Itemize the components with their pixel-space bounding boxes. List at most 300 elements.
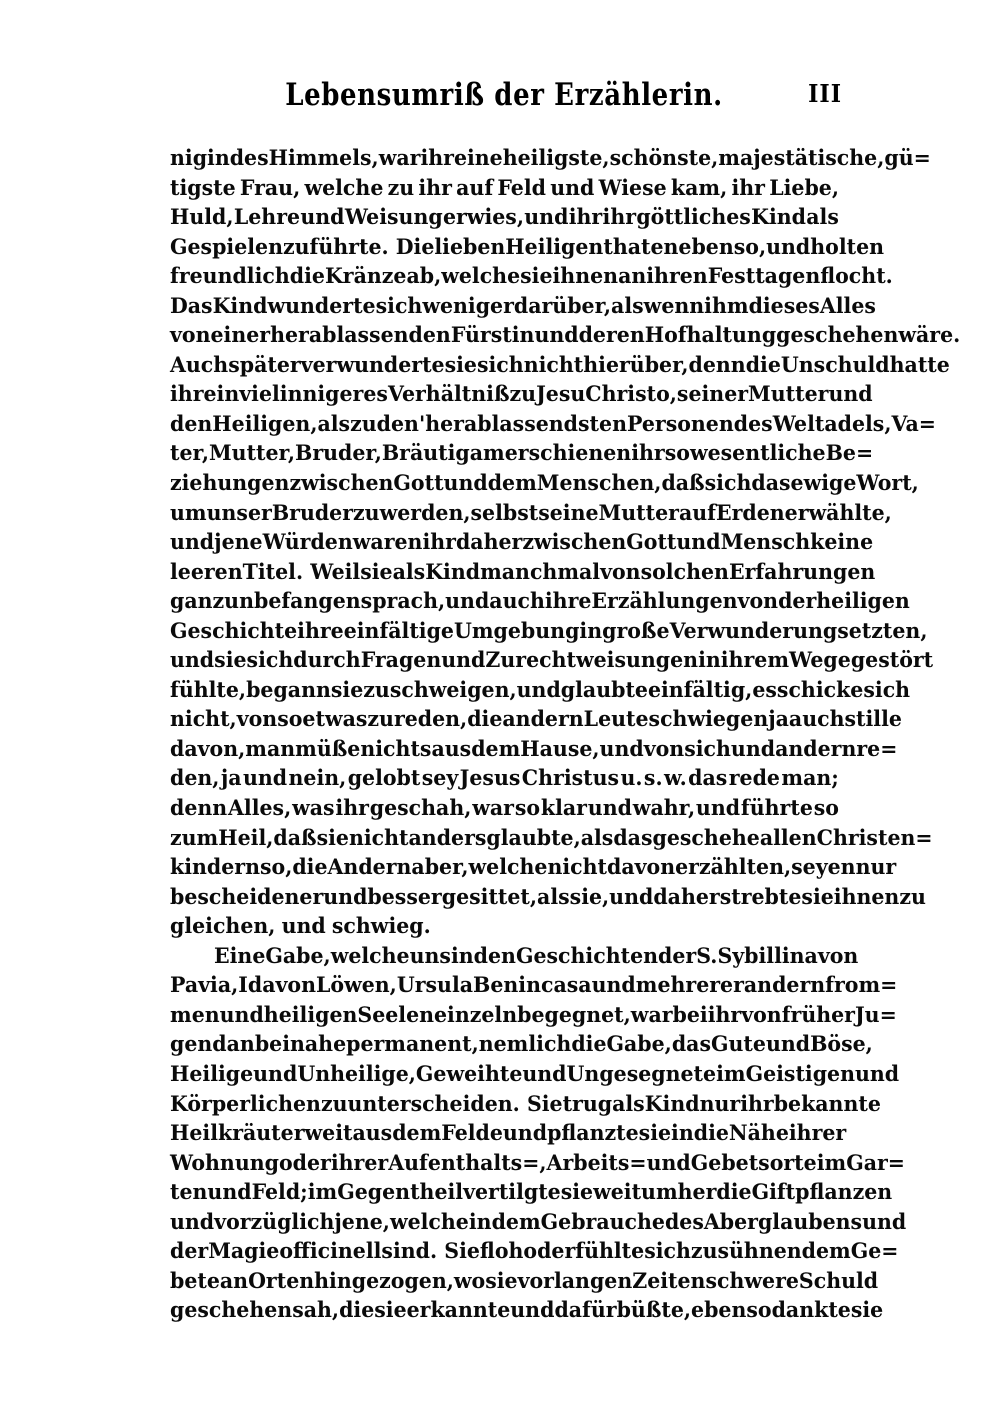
- word: leeren: [170, 558, 243, 584]
- word: erwählte,: [784, 499, 892, 525]
- word: Aufenthalts: [388, 1149, 523, 1175]
- word: und: [587, 795, 632, 821]
- text-line: [170, 616, 928, 647]
- word: Verwunderung: [669, 617, 838, 643]
- word: Gar=: [846, 1149, 905, 1175]
- word: Mutter: [598, 499, 679, 525]
- word: Christus: [521, 765, 620, 791]
- word: ein: [203, 381, 240, 407]
- word: im: [307, 1179, 338, 1205]
- word: Leute: [583, 706, 649, 732]
- word: Sybillina: [717, 942, 818, 968]
- word: nemlich: [478, 1031, 572, 1057]
- word: kam,: [670, 174, 728, 200]
- word: ja: [220, 765, 242, 791]
- word: nur: [699, 1090, 741, 1116]
- word: sie: [374, 1297, 407, 1323]
- word: und: [441, 647, 486, 673]
- word: sie,: [569, 883, 610, 909]
- word: tigste: [170, 174, 236, 200]
- word: sich: [644, 1238, 691, 1264]
- word: und: [550, 174, 595, 200]
- word: langen: [553, 1267, 633, 1293]
- word: geschehe: [652, 824, 760, 850]
- word: verwunderte: [300, 351, 445, 377]
- word: Christen=: [816, 824, 933, 850]
- word: von: [170, 322, 211, 348]
- word: s.: [643, 765, 663, 791]
- word: und: [300, 204, 345, 230]
- text-line: [170, 586, 910, 617]
- word: dem: [392, 1120, 442, 1146]
- word: ihr: [707, 1001, 742, 1027]
- word: daher: [455, 529, 523, 555]
- word: zu: [387, 174, 415, 200]
- word: ewige: [790, 470, 857, 496]
- word: Festtagen: [707, 263, 821, 289]
- word: ganz: [170, 588, 225, 614]
- word: und: [854, 1061, 900, 1086]
- word: erschienen: [504, 440, 632, 466]
- word: darüber,: [513, 292, 612, 318]
- word: ihre: [544, 588, 592, 614]
- word: schwieg.: [331, 913, 431, 939]
- word: Kind: [644, 1090, 700, 1116]
- text-line: [170, 557, 876, 588]
- word: das: [613, 824, 653, 850]
- word: von: [737, 588, 779, 614]
- word: sühnendem: [717, 1238, 851, 1264]
- word: von: [275, 972, 316, 998]
- word: Ungesegnete: [566, 1061, 717, 1086]
- word: nein,: [288, 765, 347, 791]
- text-line: [170, 970, 898, 1001]
- word: Wege: [789, 647, 851, 673]
- word: führte: [740, 795, 813, 821]
- text-line: [170, 675, 911, 706]
- word: mehrerer: [635, 972, 744, 998]
- word: permanent,: [346, 1031, 479, 1057]
- word: so,: [733, 233, 767, 259]
- word: dankte: [771, 1297, 851, 1323]
- word: und: [281, 913, 326, 939]
- word: zu: [690, 1238, 718, 1264]
- word: ihrer: [330, 1149, 389, 1175]
- word: und: [609, 883, 654, 909]
- word: eben: [691, 1297, 747, 1323]
- text-line: [170, 852, 897, 883]
- word: eine: [453, 145, 503, 171]
- word: jene,: [334, 1208, 390, 1234]
- word: in: [450, 942, 474, 968]
- word: re=: [856, 736, 898, 761]
- word: Geschichten: [515, 942, 659, 968]
- word: flocht.: [820, 263, 893, 289]
- text-line: [170, 1059, 900, 1090]
- word: Hofhaltung: [644, 322, 777, 348]
- word: Hause,: [520, 736, 600, 761]
- word: Himmels,: [268, 145, 379, 171]
- word: denn: [688, 351, 746, 377]
- text-line: [170, 1000, 897, 1031]
- word: andern: [743, 972, 826, 998]
- word: als: [580, 824, 614, 850]
- word: hierüber,: [583, 351, 689, 377]
- word: die: [289, 263, 325, 289]
- word: und: [323, 883, 368, 909]
- word: sich: [246, 647, 294, 673]
- word: man: [245, 736, 296, 761]
- word: und: [253, 1061, 298, 1086]
- word: Arbeits=: [546, 1149, 647, 1175]
- word: sey: [421, 765, 459, 791]
- word: fühlte: [575, 1238, 645, 1264]
- word: und: [502, 1120, 548, 1146]
- word: sich: [476, 351, 524, 377]
- word: Geschichte: [170, 617, 298, 643]
- word: als: [317, 411, 351, 436]
- text-line: [170, 409, 936, 440]
- text-line: [170, 882, 926, 913]
- word: zu: [350, 411, 377, 436]
- word: sich: [704, 470, 752, 496]
- word: bekannte: [773, 1090, 881, 1116]
- word: und: [591, 972, 636, 998]
- word: Die: [395, 233, 435, 259]
- word: weit: [304, 1120, 353, 1146]
- word: rede: [728, 765, 780, 791]
- word: lieben: [434, 233, 506, 259]
- page-number: III: [808, 80, 842, 109]
- word: Wiese: [598, 174, 667, 200]
- word: wesentliche: [689, 440, 826, 466]
- word: Liebe,: [769, 174, 839, 200]
- word: die: [571, 1031, 607, 1057]
- word: die: [716, 1179, 752, 1205]
- word: herablassendsten: [425, 411, 627, 436]
- text-line: [170, 1207, 907, 1238]
- word: sie: [214, 647, 247, 673]
- word: welche: [304, 174, 384, 200]
- text-line: [170, 498, 892, 529]
- word: daß: [273, 824, 317, 850]
- word: fühlte,: [170, 676, 247, 702]
- word: wäre.: [898, 322, 961, 348]
- word: das: [688, 765, 728, 791]
- word: davon,: [170, 736, 246, 761]
- word: sie: [638, 1120, 672, 1146]
- text-line: [170, 704, 902, 735]
- word: besser: [367, 883, 442, 909]
- word: freundlich: [170, 263, 290, 289]
- word: ihr: [602, 204, 637, 230]
- word: schwiegen: [648, 706, 769, 732]
- word: Kind: [212, 292, 268, 318]
- text-line: [170, 173, 839, 204]
- word: heiligen: [816, 588, 910, 614]
- word: wahr,: [632, 795, 696, 821]
- word: Bräutigam: [381, 440, 505, 466]
- word: daher: [653, 883, 720, 909]
- word: sich: [684, 736, 731, 761]
- word: ihrer: [788, 1120, 847, 1146]
- word: in: [671, 1120, 694, 1146]
- word: Würden: [262, 529, 353, 555]
- word: Pavia,: [170, 972, 239, 998]
- word: glaubte,: [486, 824, 581, 850]
- word: zwischen: [289, 470, 394, 496]
- word: die: [745, 351, 781, 377]
- word: die: [693, 1120, 729, 1146]
- word: schwere: [705, 1267, 799, 1293]
- word: so: [514, 795, 541, 821]
- word: ihr: [420, 145, 454, 171]
- word: Ursula: [396, 972, 474, 998]
- word: Giftpflanzen: [751, 1179, 893, 1205]
- word: einfältig,: [647, 676, 753, 702]
- word: waren: [352, 529, 423, 555]
- word: um: [170, 499, 207, 525]
- word: ter,: [170, 440, 209, 466]
- text-line: [170, 1029, 873, 1060]
- word: Fürstin: [450, 322, 535, 348]
- word: Gebrauche: [540, 1208, 665, 1234]
- word: so: [664, 440, 690, 466]
- word: sah,: [292, 1297, 340, 1323]
- word: Benincasa: [473, 972, 592, 998]
- word: wunderte: [267, 292, 376, 318]
- word: manchmal: [480, 558, 601, 584]
- word: uns: [409, 942, 451, 968]
- word: in: [698, 647, 721, 673]
- text-line: [170, 320, 961, 351]
- word: Erzählungen: [591, 588, 738, 614]
- word: heiligen: [263, 1001, 358, 1027]
- word: ihrem: [720, 647, 790, 673]
- word: den: [473, 942, 516, 968]
- word: beinahe: [254, 1031, 347, 1057]
- word: werden,: [379, 499, 471, 525]
- text-line: [170, 1295, 884, 1326]
- word: Erden: [715, 499, 785, 525]
- word: war: [630, 1001, 673, 1027]
- word: Sie: [444, 1238, 480, 1264]
- word: glaubte: [560, 676, 648, 702]
- word: Mutter: [748, 381, 829, 407]
- word: Gott: [393, 470, 444, 496]
- word: und: [522, 1061, 567, 1086]
- word: sie: [330, 676, 364, 702]
- word: sie: [444, 351, 477, 377]
- word: sie: [316, 824, 349, 850]
- word: so: [813, 795, 839, 821]
- word: an: [219, 1267, 249, 1293]
- word: Titel.: [242, 558, 304, 584]
- word: aber,: [411, 854, 469, 880]
- word: hatte: [889, 351, 950, 377]
- word: sie: [801, 883, 834, 909]
- word: Zeiten: [632, 1267, 706, 1293]
- word: gestört: [850, 647, 934, 673]
- word: davon: [607, 854, 676, 880]
- word: in: [579, 617, 603, 643]
- word: und: [599, 736, 644, 761]
- word: des: [229, 145, 269, 171]
- word: welche: [389, 1208, 469, 1234]
- word: officinell: [279, 1238, 382, 1264]
- word: Va=: [891, 411, 936, 436]
- word: die: [339, 1297, 375, 1323]
- word: was: [292, 795, 335, 821]
- word: stille: [844, 706, 902, 732]
- text-line: [170, 291, 876, 322]
- word: Christo,: [585, 381, 677, 407]
- word: dafür: [554, 1297, 617, 1323]
- word: so: [746, 1297, 772, 1323]
- word: u.: [620, 765, 643, 791]
- word: Gabe,: [606, 1031, 672, 1057]
- word: Orten: [248, 1267, 315, 1293]
- word: weniger: [422, 292, 514, 318]
- word: dieses: [748, 292, 820, 318]
- word: Heiligen,: [212, 411, 318, 436]
- word: in: [468, 1208, 492, 1234]
- word: keine: [810, 529, 874, 555]
- word: Gabe,: [265, 942, 331, 968]
- word: nichts: [360, 736, 432, 761]
- word: Löwen,: [316, 972, 397, 998]
- word: die: [467, 706, 503, 732]
- word: und: [516, 676, 561, 702]
- word: zu: [320, 1090, 348, 1116]
- word: erwies,: [442, 204, 524, 230]
- word: der: [170, 1238, 209, 1264]
- word: schicke: [776, 676, 864, 702]
- word: früher: [781, 1001, 855, 1027]
- word: anders: [408, 824, 487, 850]
- word: zu: [509, 381, 537, 407]
- word: Feld: [497, 174, 546, 200]
- word: ten: [170, 1179, 208, 1205]
- word: geschehen: [776, 322, 899, 348]
- word: Böse,: [810, 1031, 873, 1057]
- word: schweigen,: [389, 676, 517, 702]
- word: von: [817, 942, 859, 968]
- word: und: [207, 1179, 252, 1205]
- word: von: [741, 1001, 782, 1027]
- word: vor: [517, 1267, 554, 1293]
- word: Geweihte: [415, 1061, 523, 1086]
- word: im: [816, 1149, 847, 1175]
- word: Menschen,: [536, 470, 662, 496]
- running-head-title: Lebensumriß der Erzählerin.: [285, 78, 723, 114]
- word: und: [646, 1149, 691, 1175]
- text-line: [170, 645, 934, 676]
- word: zwischen: [522, 529, 627, 555]
- word: einfältige: [343, 617, 454, 643]
- word: aus: [431, 736, 472, 761]
- text-line: [170, 527, 874, 558]
- word: ihnen: [833, 883, 900, 909]
- word: Gegentheil: [337, 1179, 464, 1205]
- word: und: [219, 1001, 264, 1027]
- word: Bruder,: [295, 440, 382, 466]
- word: Alles,: [228, 795, 292, 821]
- text-line: [170, 1177, 893, 1208]
- word: ihnen: [552, 263, 619, 289]
- word: hingezogen,: [314, 1267, 454, 1293]
- word: zu: [363, 676, 390, 702]
- word: Feld;: [251, 1179, 308, 1205]
- word: Seelen: [357, 1001, 435, 1027]
- word: seiner: [676, 381, 749, 407]
- word: innigeres: [279, 381, 388, 407]
- word: nur: [855, 854, 897, 880]
- word: strebte: [719, 883, 802, 909]
- word: Wort,: [856, 470, 919, 496]
- word: Schuld: [798, 1267, 879, 1293]
- word: gleichen,: [170, 913, 276, 939]
- word: als: [537, 883, 570, 909]
- word: viel: [239, 381, 280, 407]
- word: den': [376, 411, 426, 436]
- word: ihr: [418, 174, 452, 200]
- word: eben: [678, 233, 734, 259]
- word: Frau,: [239, 174, 301, 200]
- word: man;: [781, 765, 839, 791]
- word: und: [534, 322, 579, 348]
- word: Wohnung: [170, 1149, 279, 1175]
- word: vorzüglich: [214, 1208, 335, 1234]
- word: ihr: [631, 440, 665, 466]
- word: sprach,: [360, 588, 446, 614]
- sentence-gap: [437, 1236, 444, 1267]
- text-line: [170, 793, 839, 824]
- word: setzten,: [837, 617, 928, 643]
- text-line: [170, 202, 839, 233]
- word: war: [472, 795, 514, 821]
- word: auch: [788, 706, 845, 732]
- word: allen: [759, 824, 817, 850]
- word: zum: [170, 824, 219, 850]
- word: und: [676, 529, 721, 555]
- word: reden,: [393, 706, 468, 732]
- running-head: [170, 78, 842, 114]
- word: auch: [489, 588, 545, 614]
- word: Das: [170, 292, 213, 318]
- text-line: [170, 350, 950, 381]
- word: gesittet,: [441, 883, 538, 909]
- word: welche: [441, 263, 521, 289]
- word: die: [292, 854, 328, 880]
- word: Auch: [170, 351, 229, 377]
- sentence-gap: [389, 232, 396, 263]
- word: und: [524, 204, 569, 230]
- word: ihm: [704, 292, 749, 318]
- word: selbst: [470, 499, 539, 525]
- word: geschehen: [170, 1297, 293, 1323]
- word: Lehre: [233, 204, 301, 230]
- word: Mutter,: [208, 440, 295, 466]
- word: deren: [578, 322, 645, 348]
- body-text-block: [170, 143, 961, 1325]
- word: erkannte: [406, 1297, 511, 1323]
- text-line: [170, 1236, 899, 1267]
- word: oder: [278, 1149, 331, 1175]
- word: und: [170, 529, 215, 555]
- word: Sie: [526, 1090, 563, 1116]
- word: Kind: [751, 204, 806, 230]
